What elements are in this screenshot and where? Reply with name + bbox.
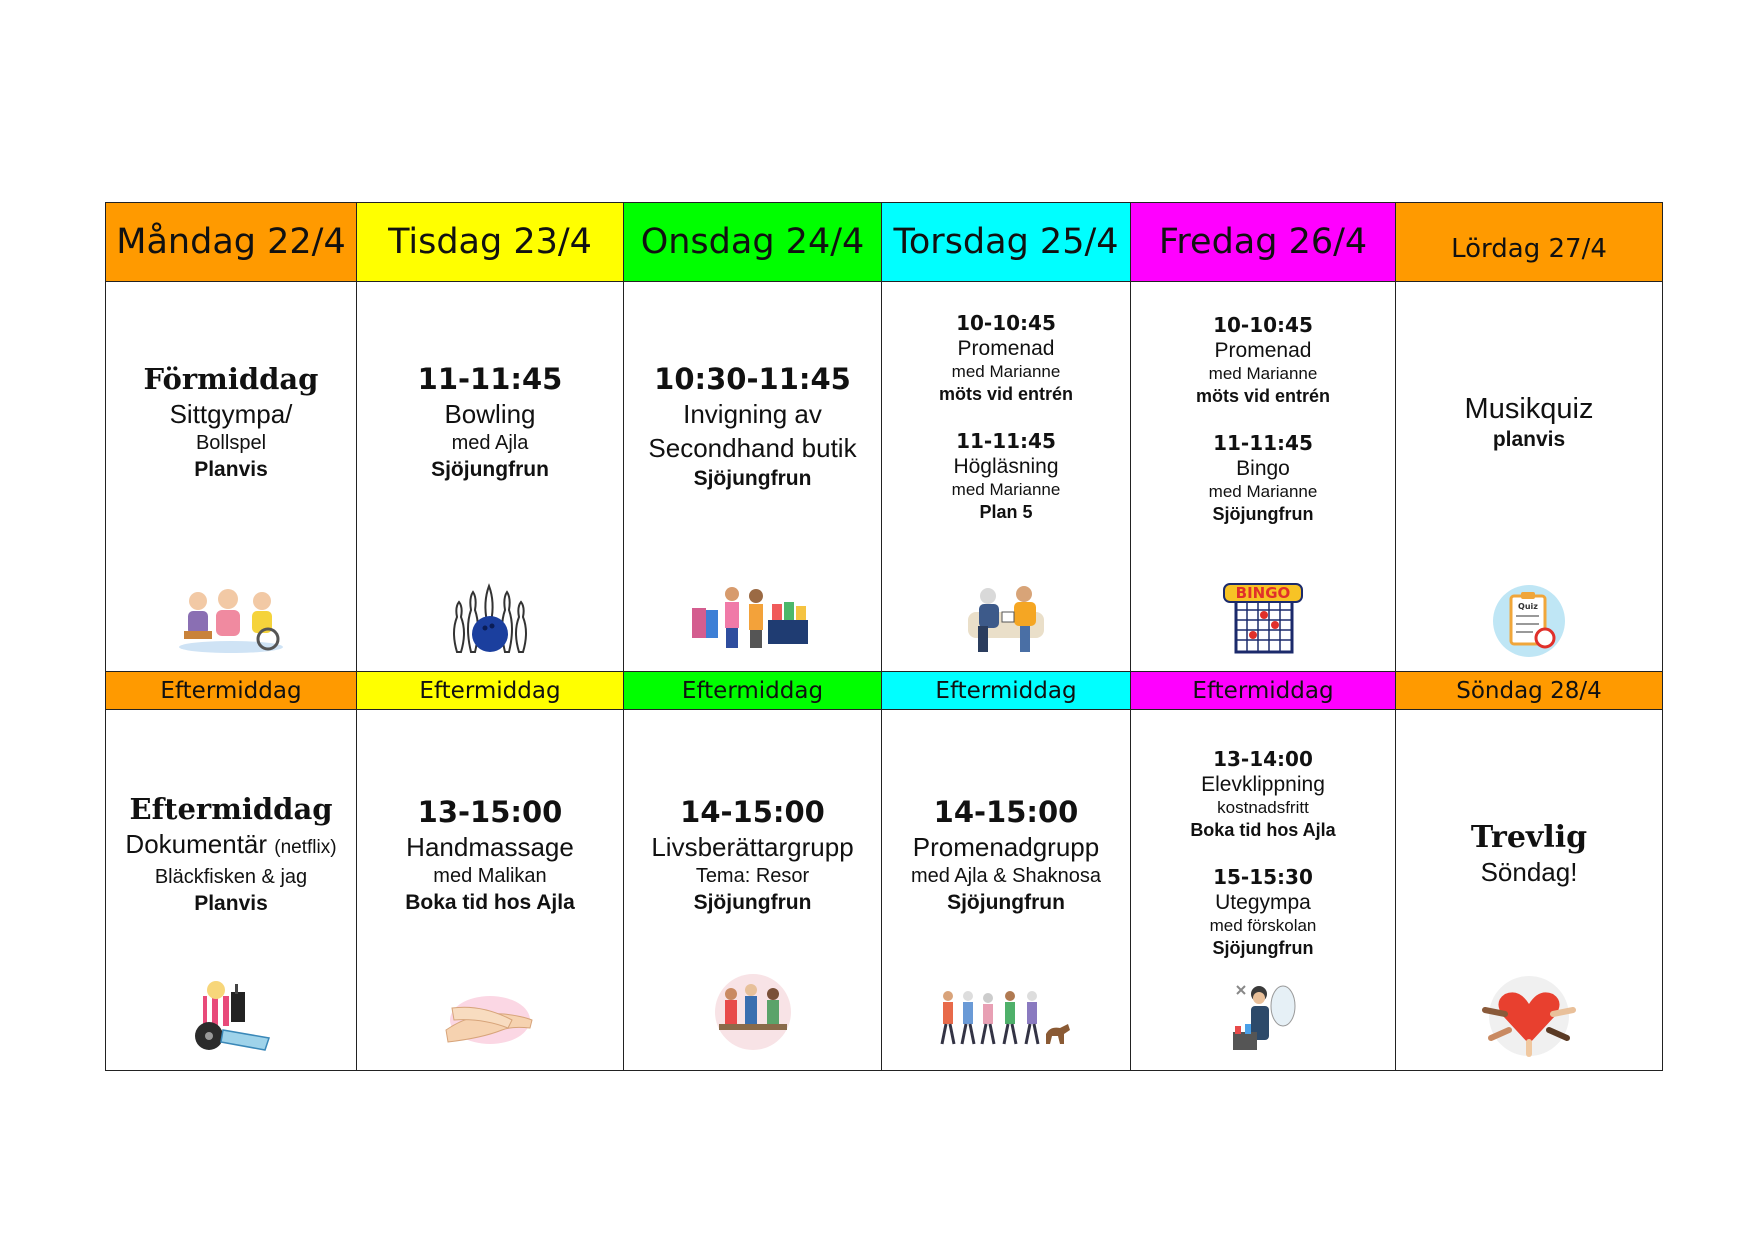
time: 13-15:00 (417, 795, 563, 829)
day-header-row (106, 203, 1663, 282)
afternoon-header-monday: Eftermiddag (106, 672, 357, 710)
cell-thursday-afternoon (882, 710, 1131, 1071)
time: 14-15:00 (680, 795, 825, 829)
afternoon-title: Eftermiddag (129, 792, 333, 826)
time: 11-11:45 (1213, 431, 1313, 455)
activity: Utegympa (1215, 891, 1311, 914)
leader: med Marianne (951, 480, 1061, 499)
note: möts vid entrén (938, 384, 1074, 404)
group-talk-icon (701, 972, 805, 1052)
cell-saturday (1396, 282, 1663, 672)
quiz-icon-text: Quiz (1518, 602, 1538, 611)
cell-tuesday-morning (357, 282, 624, 672)
activity-line: Sittgympa/ (169, 399, 293, 429)
header-wednesday: Onsdag 24/4 (624, 203, 882, 282)
leader: med Malikan (433, 865, 547, 887)
leader: med Marianne (951, 362, 1061, 381)
time: 13-14:00 (1213, 747, 1313, 771)
morning-title: Förmiddag (143, 362, 319, 396)
cell-monday-morning (106, 282, 357, 672)
time: 10-10:45 (1213, 313, 1313, 337)
location: planvis (1492, 428, 1566, 451)
note: möts vid entrén (1195, 386, 1331, 406)
activity: Secondhand butik (648, 433, 857, 463)
activity: Invigning av (683, 399, 822, 429)
secondhand-shop-icon (688, 582, 818, 654)
location: Plan 5 (979, 502, 1033, 522)
location: Sjöjungfrun (693, 891, 812, 914)
activity: Handmassage (406, 832, 574, 862)
leader: med Marianne (1208, 482, 1318, 501)
time: 10:30-11:45 (654, 362, 851, 396)
cell-wednesday-afternoon (624, 710, 882, 1071)
afternoon-header-thursday: Eftermiddag (882, 672, 1131, 710)
activity-line: Bollspel (195, 432, 267, 454)
location: Sjöjungfrun (1212, 938, 1314, 958)
reading-together-icon (964, 582, 1048, 656)
time: 11-11:45 (417, 362, 563, 396)
bingo-icon-text: BINGO (1235, 584, 1291, 602)
morning-row (106, 282, 1663, 672)
header-friday: Fredag 26/4 (1131, 203, 1396, 282)
afternoon-header-tuesday: Eftermiddag (357, 672, 624, 710)
cell-friday-morning (1131, 282, 1396, 672)
leader: med Marianne (1208, 364, 1318, 383)
header-thursday: Torsdag 25/4 (882, 203, 1131, 282)
greeting: Söndag! (1480, 857, 1578, 887)
header-monday: Måndag 22/4 (106, 203, 357, 282)
theme: Tema: Resor (695, 865, 810, 887)
walking-group-icon (936, 988, 1076, 1048)
time: 11-11:45 (956, 429, 1056, 453)
cell-sunday (1396, 710, 1663, 1071)
hand-massage-icon (442, 990, 538, 1052)
time: 15-15:30 (1213, 865, 1313, 889)
location: Sjöjungfrun (693, 467, 812, 490)
booking: Boka tid hos Ajla (1190, 820, 1336, 840)
cell-tuesday-afternoon (357, 710, 624, 1071)
activity: Promenad (957, 337, 1055, 360)
location: Planvis (194, 458, 268, 481)
cell-wednesday-morning (624, 282, 882, 672)
cell-monday-afternoon (106, 710, 357, 1071)
afternoon-row (106, 710, 1663, 1071)
cell-thursday-morning (882, 282, 1131, 672)
seniors-exercise-icon (176, 587, 286, 653)
activity: Bingo (1236, 457, 1290, 480)
time: 10-10:45 (956, 311, 1056, 335)
weekly-schedule-table (105, 202, 1663, 1071)
quiz-clipboard-icon (1489, 584, 1569, 658)
afternoon-header-friday: Eftermiddag (1131, 672, 1396, 710)
header-sunday: Söndag 28/4 (1396, 672, 1663, 710)
header-tuesday: Tisdag 23/4 (357, 203, 624, 282)
bingo-icon (1222, 582, 1304, 654)
time: 14-15:00 (933, 795, 1079, 829)
hairdresser-icon (1223, 978, 1303, 1054)
activity: Promenadgrupp (912, 832, 1100, 862)
activity: Promenad (1214, 339, 1312, 362)
leader: med förskolan (1209, 916, 1317, 935)
location: Sjöjungfrun (431, 458, 549, 481)
cinema-icon (189, 980, 273, 1052)
greeting: Trevlig (1470, 820, 1588, 855)
activity: Högläsning (953, 455, 1059, 478)
activity: Livsberättargrupp (651, 832, 854, 862)
leader: med Ajla & Shaknosa (910, 865, 1102, 887)
cell-friday-afternoon (1131, 710, 1396, 1071)
activity: Bowling (444, 399, 536, 429)
heart-hands-icon (1481, 974, 1577, 1058)
header-saturday: Lördag 27/4 (1396, 203, 1663, 282)
activity-line: Bläckfisken & jag (154, 866, 308, 888)
leader: med Ajla (451, 432, 529, 454)
afternoon-header-row (106, 672, 1663, 710)
activity: Elevklippning (1201, 773, 1325, 796)
bowling-icon (447, 582, 533, 656)
note: kostnadsfritt (1217, 798, 1309, 817)
note: (netflix) (274, 837, 337, 858)
activity-line: Dokumentär (netflix) (125, 829, 337, 859)
activity: Musikquiz (1464, 393, 1594, 425)
location: Sjöjungfrun (1212, 504, 1314, 524)
afternoon-header-wednesday: Eftermiddag (624, 672, 882, 710)
location: Planvis (194, 892, 268, 915)
location: Boka tid hos Ajla (405, 891, 575, 914)
location: Sjöjungfrun (947, 891, 1065, 914)
